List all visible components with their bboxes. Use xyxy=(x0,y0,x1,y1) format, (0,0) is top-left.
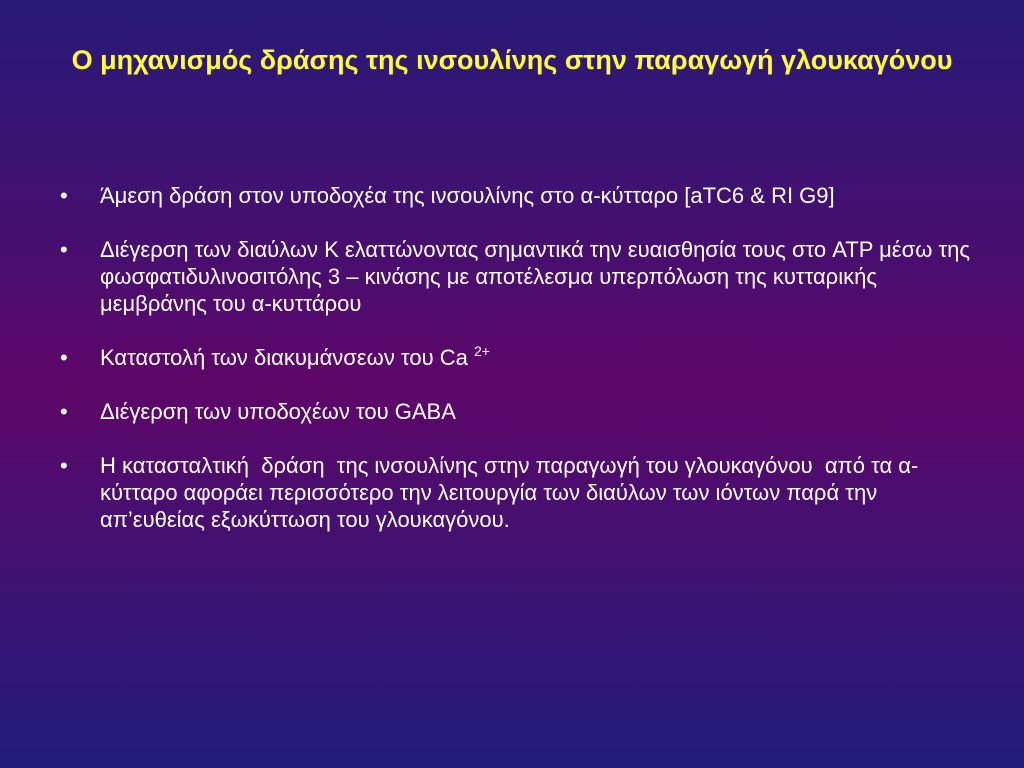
bullet-icon: • xyxy=(60,183,68,208)
bullet-text: Άμεση δράση στον υποδοχέα της ινσουλίνης στο α-κύτταρο [aTC6 & RI G9] xyxy=(100,183,835,208)
slide-title: Ο μηχανισμός δράσης της ινσουλίνης στην παραγωγή γλουκαγόνου xyxy=(71,45,953,75)
bullet-text: Διέγερση των διαύλων Κ ελαττώνοντας σημαντικά την ευαισθησία τους στο ATP μέσω της φωσφατιδυλινοσιτόλης 3 – κινάσης με αποτέλεσμα υπερπόλωση της κυτταρικής μεμβράνης του α-κυττάρου xyxy=(100,237,971,316)
superscript-charge: 2+ xyxy=(473,343,490,359)
list-item xyxy=(60,236,970,317)
bullet-icon: • xyxy=(60,345,68,370)
list-item xyxy=(60,344,970,371)
bullet-text: Η κατασταλτική δράση της ινσουλίνης στην παραγωγή του γλουκαγόνου από τα α-κύτταρο αφοράει περισσότερο την λειτουργία των διαύλων των ιόντων παρά την απ’ευθείας εξωκύττωση του γλουκαγόνου. xyxy=(100,453,919,532)
list-item xyxy=(60,398,970,425)
list-item xyxy=(60,452,970,533)
bullet-text: Καταστολή των διακυμάνσεων του Ca xyxy=(100,345,474,370)
bullet-icon: • xyxy=(60,399,68,424)
bullet-text: Διέγερση των υποδοχέων του GABA xyxy=(100,399,456,424)
bullet-list xyxy=(60,182,970,560)
bullet-icon: • xyxy=(60,453,68,478)
bullet-icon: • xyxy=(60,237,68,262)
list-item xyxy=(60,182,970,209)
